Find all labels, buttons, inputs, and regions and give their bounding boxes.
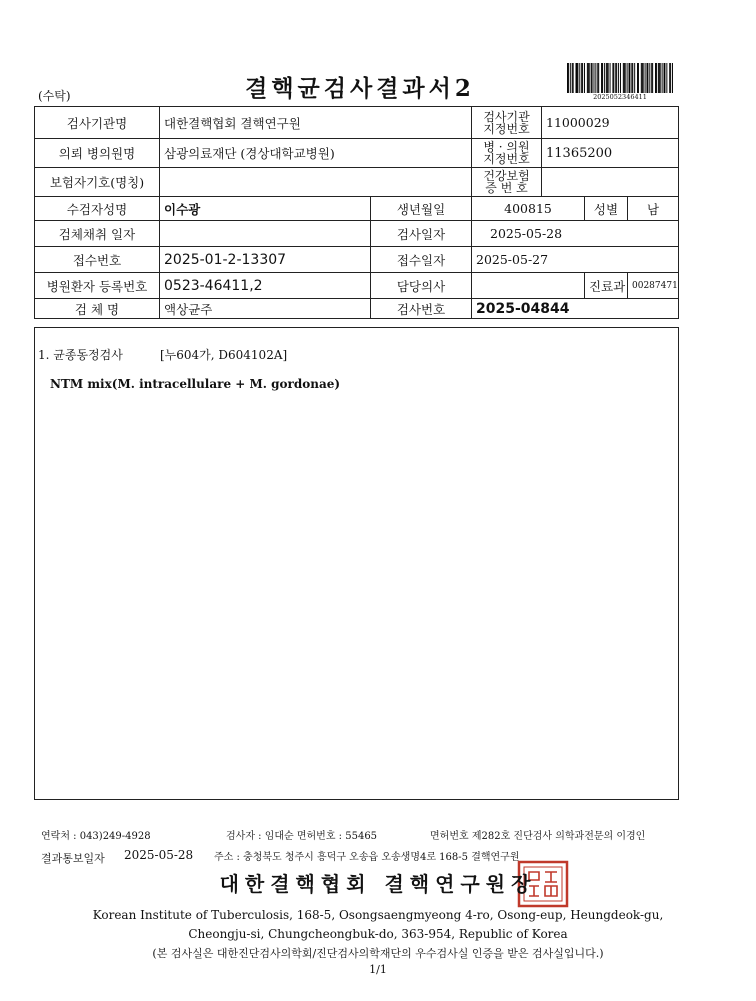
barcode-bar bbox=[655, 63, 656, 93]
barcode-bar bbox=[641, 63, 642, 93]
barcode-bar bbox=[573, 63, 574, 93]
insurer-label: 보험자기호(명칭) bbox=[35, 168, 160, 197]
barcode-bar bbox=[634, 63, 635, 93]
barcode-bar bbox=[613, 63, 614, 93]
sex-label: 성별 bbox=[585, 197, 628, 221]
barcode-bar bbox=[629, 63, 630, 93]
barcode-bar bbox=[604, 63, 605, 93]
barcode-bar bbox=[666, 63, 667, 93]
exam-no-value: 2025-04844 bbox=[472, 299, 679, 319]
institute-name: 대한결핵협회 결핵연구원장 bbox=[219, 872, 537, 896]
barcode-bar bbox=[643, 63, 644, 93]
address-english-line1: Korean Institute of Tuberculosis, 168-5, Osongsaengmyeong 4-ro, Osong-eup, Heungdeok-gu, bbox=[92, 908, 664, 922]
barcode-bar bbox=[587, 63, 588, 93]
specialist-license: 면허번호 제282호 진단검사 의학과전문의 이경인 bbox=[430, 831, 646, 842]
barcode-bar bbox=[664, 63, 665, 93]
registration-no-label: 병원환자 등록번호 bbox=[35, 273, 160, 299]
barcode-bar bbox=[670, 63, 671, 93]
patient-name-label: 수검자성명 bbox=[35, 197, 160, 221]
header-row bbox=[35, 197, 679, 221]
lab-value: 대한결핵협회 결핵연구원 bbox=[160, 107, 472, 139]
barcode-bar bbox=[572, 63, 573, 93]
barcode-bar bbox=[591, 63, 592, 93]
barcode-bar bbox=[588, 63, 589, 93]
receipt-date-value: 2025-05-27 bbox=[472, 247, 679, 273]
barcode-bar bbox=[631, 63, 632, 93]
notify-date-value: 2025-05-28 bbox=[124, 848, 194, 862]
barcode-bar bbox=[651, 63, 652, 93]
barcode-bar bbox=[595, 63, 596, 93]
results-box bbox=[34, 327, 679, 800]
result-finding: NTM mix(M. intracellulare + M. gordonae) bbox=[50, 377, 341, 391]
contact-phone: 연락처 : 043)249-4928 bbox=[41, 831, 151, 842]
barcode-bar bbox=[618, 63, 619, 93]
notify-date-label: 결과통보일자 bbox=[41, 852, 105, 865]
receipt-date-label: 접수일자 bbox=[371, 247, 472, 273]
barcode-bar bbox=[632, 63, 633, 93]
barcode-bar bbox=[652, 63, 653, 93]
barcode-bar bbox=[601, 63, 602, 93]
department-value: 00287471 bbox=[628, 273, 679, 299]
barcode-bar bbox=[576, 63, 577, 93]
collection-date-value bbox=[160, 221, 371, 247]
receipt-label: (수탁) bbox=[38, 89, 71, 103]
hospital-no-value: 11365200 bbox=[542, 139, 679, 168]
birth-date-value: 400815 bbox=[472, 197, 585, 221]
barcode-bar bbox=[656, 63, 657, 93]
header-row bbox=[35, 107, 679, 139]
document-title: 결핵균검사결과서2 bbox=[245, 75, 475, 102]
doctor-label: 담당의사 bbox=[371, 273, 472, 299]
barcode-bar bbox=[645, 63, 646, 93]
lab-label: 검사기관명 bbox=[35, 107, 160, 139]
barcode-bar bbox=[606, 63, 607, 93]
insurer-value bbox=[160, 168, 472, 197]
barcode-bar bbox=[581, 63, 582, 93]
sex-value: 남 bbox=[628, 197, 679, 221]
barcode-bar bbox=[592, 63, 593, 93]
barcode-bar bbox=[642, 63, 643, 93]
barcode-bar bbox=[602, 63, 603, 93]
examiner-info: 검사자 : 임대순 면허번호 : 55465 bbox=[226, 831, 378, 842]
barcode-icon bbox=[567, 63, 673, 93]
department-label: 진료과 bbox=[585, 273, 628, 299]
barcode-bar bbox=[627, 63, 628, 93]
barcode-bar bbox=[629, 63, 630, 93]
lab-no-value: 11000029 bbox=[542, 107, 679, 139]
receipt-no-value: 2025-01-2-13307 bbox=[160, 247, 371, 273]
barcode-bar bbox=[623, 63, 624, 93]
barcode-bar bbox=[647, 63, 648, 93]
barcode-bar bbox=[610, 63, 611, 93]
barcode-bar bbox=[584, 63, 585, 93]
barcode-bar bbox=[638, 63, 639, 93]
doctor-value bbox=[472, 273, 585, 299]
test-code: [누604가, D604102A] bbox=[160, 348, 288, 362]
barcode-bar bbox=[589, 63, 590, 93]
certification-note: (본 검사실은 대한진단검사의학회/진단검사의학재단의 우수검사실 인증을 받은 검사실입니다.) bbox=[152, 947, 604, 960]
test-date-label: 검사일자 bbox=[371, 221, 472, 247]
barcode-bar bbox=[624, 63, 625, 93]
lab-no-label: 검사기관 지정번호 bbox=[472, 107, 542, 139]
receipt-no-label: 접수번호 bbox=[35, 247, 160, 273]
insurance-card-value bbox=[542, 168, 679, 197]
barcode-bar bbox=[669, 63, 670, 93]
specimen-value: 액상균주 bbox=[160, 299, 371, 319]
header-table bbox=[34, 106, 679, 319]
barcode-bar bbox=[612, 63, 613, 93]
barcode-bar bbox=[659, 63, 660, 93]
barcode-bar bbox=[672, 63, 673, 93]
birth-date-label: 생년월일 bbox=[371, 197, 472, 221]
specimen-label: 검 체 명 bbox=[35, 299, 160, 319]
barcode-bar bbox=[579, 63, 580, 93]
barcode-bar bbox=[625, 63, 626, 93]
barcode-bar bbox=[582, 63, 583, 93]
page-number: 1/1 bbox=[369, 963, 387, 976]
exam-no-label: 검사번호 bbox=[371, 299, 472, 319]
barcode-bar bbox=[662, 63, 663, 93]
barcode-bar bbox=[577, 63, 578, 93]
header-row bbox=[35, 168, 679, 197]
test-name: 1. 균종동정검사 bbox=[38, 348, 123, 362]
collection-date-label: 검체채취 일자 bbox=[35, 221, 160, 247]
header-row bbox=[35, 299, 679, 319]
barcode-bar bbox=[649, 63, 650, 93]
address-english-line2: Cheongju-si, Chungcheongbuk-do, 363-954, Republic of Korea bbox=[188, 927, 568, 941]
barcode-bar bbox=[664, 63, 665, 93]
address-korean: 주소 : 충청북도 청주시 흥덕구 오송읍 오송생명4로 168-5 결핵연구원 bbox=[214, 852, 520, 863]
insurance-card-label: 건강보험 증 번 호 bbox=[472, 168, 542, 197]
barcode-bar bbox=[637, 63, 638, 93]
header-row bbox=[35, 273, 679, 299]
barcode-bar bbox=[658, 63, 659, 93]
barcode-bar bbox=[597, 63, 598, 93]
barcode-bar bbox=[594, 63, 595, 93]
barcode-bar bbox=[660, 63, 661, 93]
test-date-value: 2025-05-28 bbox=[472, 221, 679, 247]
header-row bbox=[35, 247, 679, 273]
registration-no-value: 0523-46411,2 bbox=[160, 273, 371, 299]
barcode-bar bbox=[576, 63, 577, 93]
barcode-bar bbox=[616, 63, 617, 93]
barcode-bar bbox=[608, 63, 609, 93]
barcode-bar bbox=[568, 63, 569, 93]
barcode-bar bbox=[620, 63, 621, 93]
header-row bbox=[35, 139, 679, 168]
barcode-bar bbox=[647, 63, 648, 93]
barcode-bar bbox=[570, 63, 571, 93]
hospital-no-label: 병 · 의원 지정번호 bbox=[472, 139, 542, 168]
hospital-label: 의뢰 병의원명 bbox=[35, 139, 160, 168]
barcode-bar bbox=[615, 63, 616, 93]
barcode-bar bbox=[598, 63, 599, 93]
header-row bbox=[35, 221, 679, 247]
barcode-bar bbox=[567, 63, 568, 93]
hospital-value: 삼광의료재단 (경상대학교병원) bbox=[160, 139, 472, 168]
barcode-bar bbox=[607, 63, 608, 93]
patient-name-value: 이수광 bbox=[160, 197, 371, 221]
barcode-number: 2025052346411 bbox=[593, 93, 647, 101]
